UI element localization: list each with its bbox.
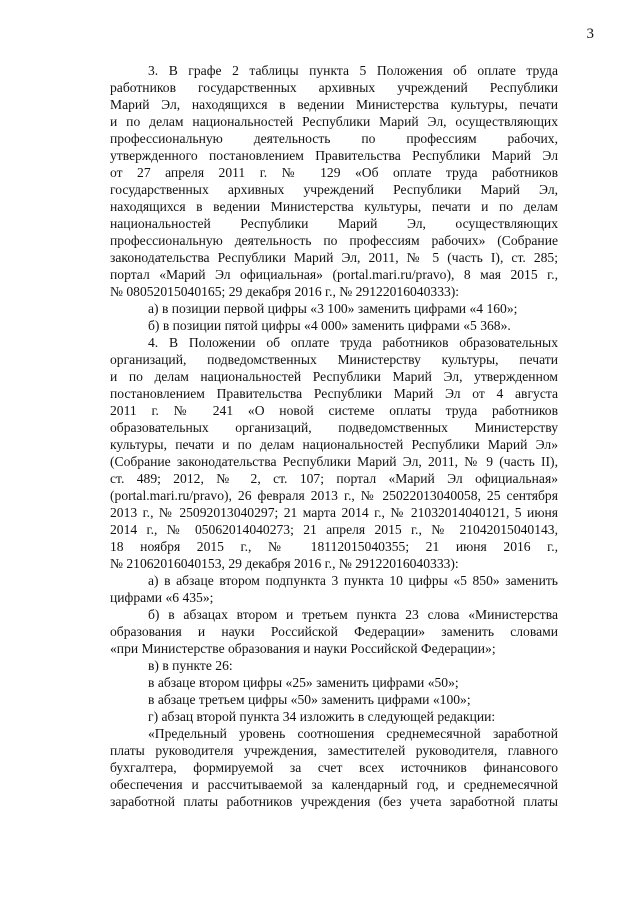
text-line: и по делам национальностей Республики Марий Эл, осуществляющих [110,114,558,129]
text-line: профессиональную деятельность по профессиям рабочих, [110,131,558,146]
text-line: «при Министерстве образования и науки Российской Федерации»; [110,641,496,656]
text-line: культуры, печати и по делам национальностей Республики Марий Эл» [110,437,558,452]
text-line: утвержденного постановлением Правительства Республики Марий Эл [110,148,558,163]
text-line: портал «Марий Эл официальная» (portal.mari.ru/pravo), 8 мая 2015 г., [110,267,558,282]
text-line: а) в позиции первой цифры «3 100» заменить цифрами «4 160»; [148,301,518,316]
text-line: обеспечения и рассчитываемой за календарный год, и среднемесячной [110,777,558,792]
text-line: № 08052015040165; 29 декабря 2016 г., № 29122016040333): [110,284,460,299]
text-line: Марий Эл, находящихся в ведении Министерства культуры, печати [110,97,558,112]
text-line: профессиональную деятельность по профессиям рабочих» (Собрание [110,233,558,248]
text-line: 18 ноября 2015 г., № 18112015040355; 21 июня 2016 г., [110,539,558,554]
text-line: (Собрание законодательства Республики Марий Эл, 2011, № 9 (часть II), [110,454,558,469]
text-line: и по делам национальностей Республики Марий Эл, утвержденном [110,369,558,384]
text-line: 3. В графе 2 таблицы пункта 5 Положения об оплате труда [148,63,558,78]
text-line: 2013 г., № 25092013040297; 21 марта 2014 г., № 21032014040121, 5 июня [110,505,558,520]
document-body [110,62,558,810]
text-line: в абзаце втором цифры «25» заменить цифрами «50»; [148,675,459,690]
text-line: организаций, подведомственных Министерству культуры, печати [110,352,558,367]
text-line: работников государственных архивных учреждений Республики [110,80,558,95]
text-line: платы руководителя учреждения, заместителей руководителя, главного [110,743,558,758]
text-line: постановлением Правительства Республики Марий Эл от 4 августа [110,386,558,401]
text-line: бухгалтера, формируемой за счет всех источников финансового [110,760,558,775]
text-line: в абзаце третьем цифры «50» заменить цифрами «100»; [148,692,471,707]
text-line: 2014 г., № 05062014040273; 21 апреля 2015 г., № 21042015040143, [110,522,558,537]
text-line: законодательства Республики Марий Эл, 2011, № 5 (часть I), ст. 285; [110,250,558,265]
text-line: 4. В Положении об оплате труда работников образовательных [148,335,558,350]
text-line: образовательных организаций, подведомственных Министерству [110,420,558,435]
text-line: б) в позиции пятой цифры «4 000» заменить цифрами «5 368». [148,318,511,333]
text-line: образования и науки Российской Федерации» заменить словами [110,624,558,639]
page-number: 3 [586,26,594,42]
text-line: государственных архивных учреждений Республики Марий Эл, [110,182,558,197]
text-line: «Предельный уровень соотношения среднемесячной заработной [148,726,558,741]
text-line: находящихся в ведении Министерства культуры, печати и по делам [110,199,558,214]
text-line: цифрами «6 435»; [110,590,214,605]
text-line: от 27 апреля 2011 г. № 129 «Об оплате труда работников [110,165,558,180]
text-line: № 21062016040153, 29 декабря 2016 г., № 29122016040333): [110,556,459,571]
text-line: в) в пункте 26: [148,658,233,673]
text-line: г) абзац второй пункта 34 изложить в следующей редакции: [148,709,496,724]
text-line: ст. 489; 2012, № 2, ст. 107; портал «Марий Эл официальная» [110,471,558,486]
text-line: б) в абзацах втором и третьем пункта 23 слова «Министерства [148,607,558,622]
text-line: а) в абзаце втором подпункта 3 пункта 10 цифры «5 850» заменить [148,573,558,588]
text-line: 2011 г. № 241 «О новой системе оплаты труда работников [110,403,558,418]
text-line: заработной платы работников учреждения (без учета заработной платы [110,794,558,809]
text-line: (portal.mari.ru/pravo), 26 февраля 2013 г., № 25022013040058, 25 сентября [110,488,558,503]
text-line: национальностей Республики Марий Эл, осуществляющих [110,216,558,231]
